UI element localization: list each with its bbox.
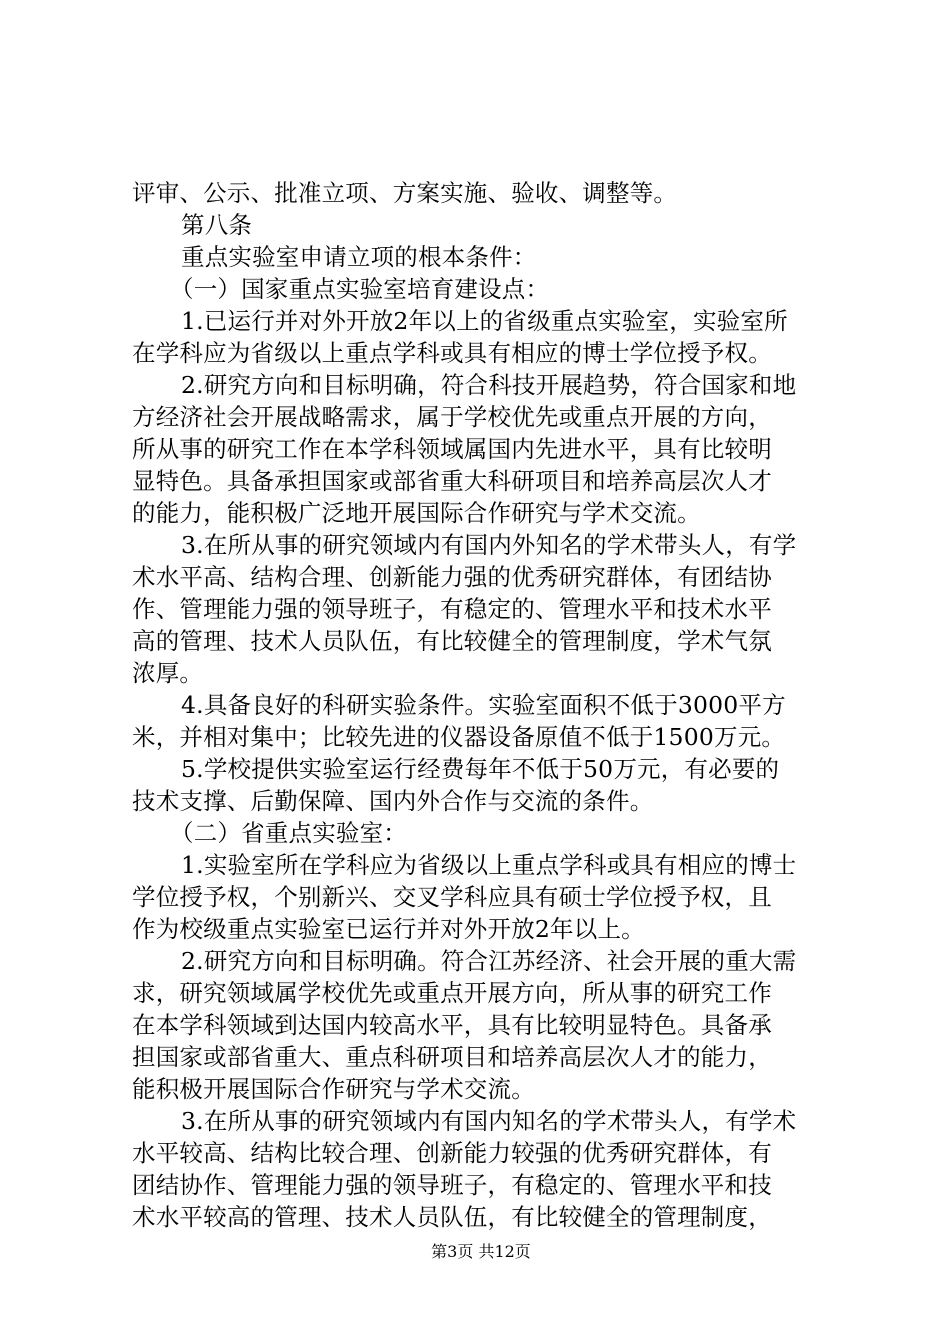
text-line: 4.具备良好的科研实验条件。实验室面积不低于3000平方 <box>181 691 786 719</box>
text-line: 方经济社会开展战略需求，属于学校优先或重点开展的方向， <box>132 403 772 431</box>
text-line: 浓厚。 <box>132 659 204 687</box>
article-heading: 第八条 <box>181 211 253 239</box>
text-line: 学位授予权，个别新兴、交叉学科应具有硕士学位授予权，且 <box>132 883 772 911</box>
text-line: 作、管理能力强的领导班子，有稳定的、管理水平和技术水平 <box>132 595 772 623</box>
section-heading: （一）国家重点实验室培育建设点： <box>170 275 550 303</box>
text-line: 评审、公示、批准立项、方案实施、验收、调整等。 <box>132 179 678 207</box>
text-line: 水平较高、结构比较合理、创新能力较强的优秀研究群体，有 <box>132 1139 772 1167</box>
text-line: 2.研究方向和目标明确，符合科技开展趋势，符合国家和地 <box>181 371 797 399</box>
text-line: 技术支撑、后勤保障、国内外合作与交流的条件。 <box>132 787 654 815</box>
text-line: 3.在所从事的研究领域内有国内知名的学术带头人，有学术 <box>181 1107 797 1135</box>
text-line: 1.已运行并对外开放2年以上的省级重点实验室，实验室所 <box>181 307 788 335</box>
text-line: 的能力，能积极广泛地开展国际合作研究与学术交流。 <box>132 499 701 527</box>
text-line: 高的管理、技术人员队伍，有比较健全的管理制度，学术气氛 <box>132 627 772 655</box>
text-line: 在学科应为省级以上重点学科或具有相应的博士学位授予权。 <box>132 339 772 367</box>
section-heading: （二）省重点实验室： <box>170 819 407 847</box>
text-line: 在本学科领域到达国内较高水平，具有比较明显特色。具备承 <box>132 1011 772 1039</box>
page-number: 第3页 共12页 <box>431 1242 531 1261</box>
text-line: 重点实验室申请立项的根本条件： <box>181 243 537 271</box>
text-line: 5.学校提供实验室运行经费每年不低于50万元，有必要的 <box>181 755 780 783</box>
text-line: 作为校级重点实验室已运行并对外开放2年以上。 <box>132 915 645 943</box>
text-line: 米，并相对集中；比较先进的仪器设备原值不低于1500万元。 <box>132 723 786 751</box>
text-line: 3.在所从事的研究领域内有国内外知名的学术带头人，有学 <box>181 531 797 559</box>
text-line: 术水平较高的管理、技术人员队伍，有比较健全的管理制度， <box>132 1203 772 1231</box>
text-line: 显特色。具备承担国家或部省重大科研项目和培养高层次人才 <box>132 467 772 495</box>
text-line: 担国家或部省重大、重点科研项目和培养高层次人才的能力， <box>132 1043 772 1071</box>
text-line: 所从事的研究工作在本学科领域属国内先进水平，具有比较明 <box>132 435 772 463</box>
text-line: 求，研究领域属学校优先或重点开展方向，所从事的研究工作 <box>132 979 772 1007</box>
page-footer <box>0 1240 950 1264</box>
text-line: 能积极开展国际合作研究与学术交流。 <box>132 1075 535 1103</box>
text-line: 1.实验室所在学科应为省级以上重点学科或具有相应的博士 <box>181 851 797 879</box>
text-line: 2.研究方向和目标明确。符合江苏经济、社会开展的重大需 <box>181 947 797 975</box>
text-line: 团结协作、管理能力强的领导班子，有稳定的、管理水平和技 <box>132 1171 772 1199</box>
text-line: 术水平高、结构合理、创新能力强的优秀研究群体，有团结协 <box>132 563 772 591</box>
